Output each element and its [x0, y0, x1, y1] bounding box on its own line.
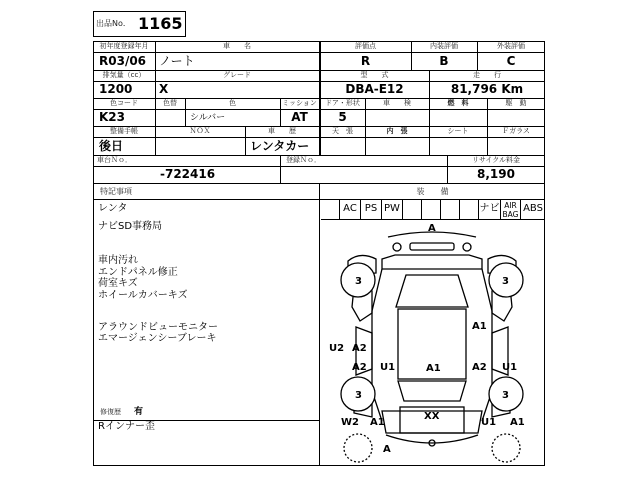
lot-number-box [93, 11, 186, 37]
exterior-value: C [506, 54, 516, 68]
car-name-label: 車 名 [223, 42, 251, 50]
windshield-shape [396, 275, 468, 307]
damage-mark: 3 [355, 390, 362, 401]
equipment-slot-empty [441, 200, 460, 220]
damage-mark: A1 [510, 417, 525, 428]
damage-mark: A2 [352, 343, 367, 354]
equipment-ps: PS [361, 200, 382, 220]
equipment-row [321, 200, 545, 220]
note-line [98, 245, 316, 255]
equipment-pw: PW [382, 200, 403, 220]
note-line: レンタ [98, 203, 128, 214]
grade-label: グレード [223, 71, 251, 79]
equipment-slot-empty [403, 200, 422, 220]
repair-value: 有 [134, 407, 144, 417]
equipment-airbag: AIR BAG [501, 200, 521, 220]
note-line: アラウンドビューモニター [98, 321, 218, 333]
lot-number-value: 1165 [138, 14, 183, 33]
damage-mark: U1 [380, 362, 396, 373]
mission-value: AT [291, 110, 308, 124]
car-name-value: ノート [159, 54, 195, 68]
note-line: エマージェンシーブレーキ [98, 333, 217, 344]
displacement-label: 排気量（cc） [102, 71, 146, 79]
notes-body [98, 203, 316, 345]
damage-mark: U1 [502, 362, 518, 373]
note-line [98, 313, 316, 322]
damage-mark: U1 [481, 417, 497, 428]
front-grille [410, 243, 454, 250]
damage-mark: 3 [502, 390, 509, 401]
note-line: エンドパネル修正 [98, 266, 178, 278]
equipment-slot-empty [422, 200, 441, 220]
equipment-ac: AC [340, 200, 361, 220]
fuel-label: 燃 料 [447, 99, 469, 107]
drive-label: 駆 動 [505, 99, 527, 107]
damage-mark: A [383, 444, 391, 455]
headliner-label: 天 張 [332, 127, 353, 135]
equipment-slot-empty [321, 200, 340, 220]
grade-value: X [159, 82, 169, 96]
note-line: ホイールカバーキズ [98, 289, 188, 301]
color-label: 色 [229, 99, 236, 107]
chassis-value: -722416 [160, 167, 216, 181]
windshield-label: Ｆガラス [502, 127, 530, 135]
mileage-value: 81,796 Km [450, 82, 524, 96]
lot-number-label: 出品No． [96, 19, 131, 28]
color-code-value: K23 [99, 110, 125, 124]
chassis-label: 車台Ｎｏ． [97, 156, 132, 164]
interior-value: B [439, 54, 449, 68]
score-value: R [360, 54, 371, 68]
note-line [98, 233, 316, 245]
nox-label: ＮＯＸ [189, 127, 211, 135]
repair-label: 修復歴 [100, 408, 121, 416]
equipment-abs: ABS [523, 203, 543, 214]
spare-right-wheel [492, 434, 520, 462]
doors-label: ドア・形状 [325, 99, 360, 107]
manual-label: 整備手帳 [110, 127, 138, 135]
hood-outline [382, 255, 482, 269]
damage-mark: 3 [355, 276, 362, 287]
rear-window-shape [398, 381, 466, 401]
exterior-label: 外装評価 [497, 42, 525, 50]
note-line: 荷室キズ [98, 278, 138, 289]
mileage-label: 走 行 [473, 71, 501, 79]
damage-mark: 3 [502, 276, 509, 287]
displacement-value: 1200 [99, 82, 133, 96]
damage-mark: A1 [426, 363, 441, 374]
score-label: 評価点 [355, 42, 376, 50]
rear-bumper-shape [386, 435, 478, 443]
year-label: 初年度登録年月 [99, 42, 149, 50]
model-label: 型 式 [360, 71, 389, 79]
car-damage-diagram [320, 221, 544, 465]
front-left-lamp [393, 243, 401, 251]
registration-label: 登録Ｎｏ． [286, 156, 321, 164]
note-line [98, 301, 316, 313]
front-right-lamp [463, 243, 471, 251]
damage-mark: U2 [329, 343, 345, 354]
recycle-label: リサイクル料金 [471, 156, 521, 164]
inspection-label: 車 検 [383, 99, 411, 107]
history-label: 車 歴 [268, 127, 296, 135]
manual-value: 後日 [99, 139, 124, 153]
color-value: シルバー [190, 113, 226, 123]
notes-header: 特記事項 [100, 187, 132, 196]
mission-label: ミッション [282, 99, 317, 107]
damage-mark: XX [424, 411, 440, 422]
model-value: DBA-E12 [345, 82, 404, 96]
color-code-label: 色コード [110, 99, 138, 107]
recycle-value: 8,190 [477, 167, 515, 181]
equipment-slot-empty [460, 200, 479, 220]
equipment-header: 装 備 [416, 187, 449, 196]
damage-mark: A2 [352, 362, 367, 373]
note-line: ナビSD事務局 [98, 221, 163, 232]
history-value: レンタカー [250, 139, 310, 153]
seat-label: シート [447, 127, 469, 135]
color-change-label: 色替 [163, 99, 177, 107]
damage-mark: A1 [370, 417, 385, 428]
row5-sep-1 [280, 155, 281, 183]
year-value: R03/06 [99, 54, 147, 68]
spare-left-wheel [344, 434, 372, 462]
interior-label: 内装評価 [430, 42, 458, 50]
damage-mark: W2 [341, 417, 359, 428]
equipment-navi: ナビ [479, 200, 501, 220]
doors-value: 5 [338, 110, 347, 124]
interior-trim-label: 内 張 [386, 127, 408, 135]
note-line: 車内汚れ [98, 255, 138, 266]
damage-mark: A2 [472, 362, 487, 373]
damage-mark: A [428, 223, 436, 234]
repair-note: Rインナー歪 [98, 421, 155, 432]
damage-mark: A1 [472, 321, 487, 332]
